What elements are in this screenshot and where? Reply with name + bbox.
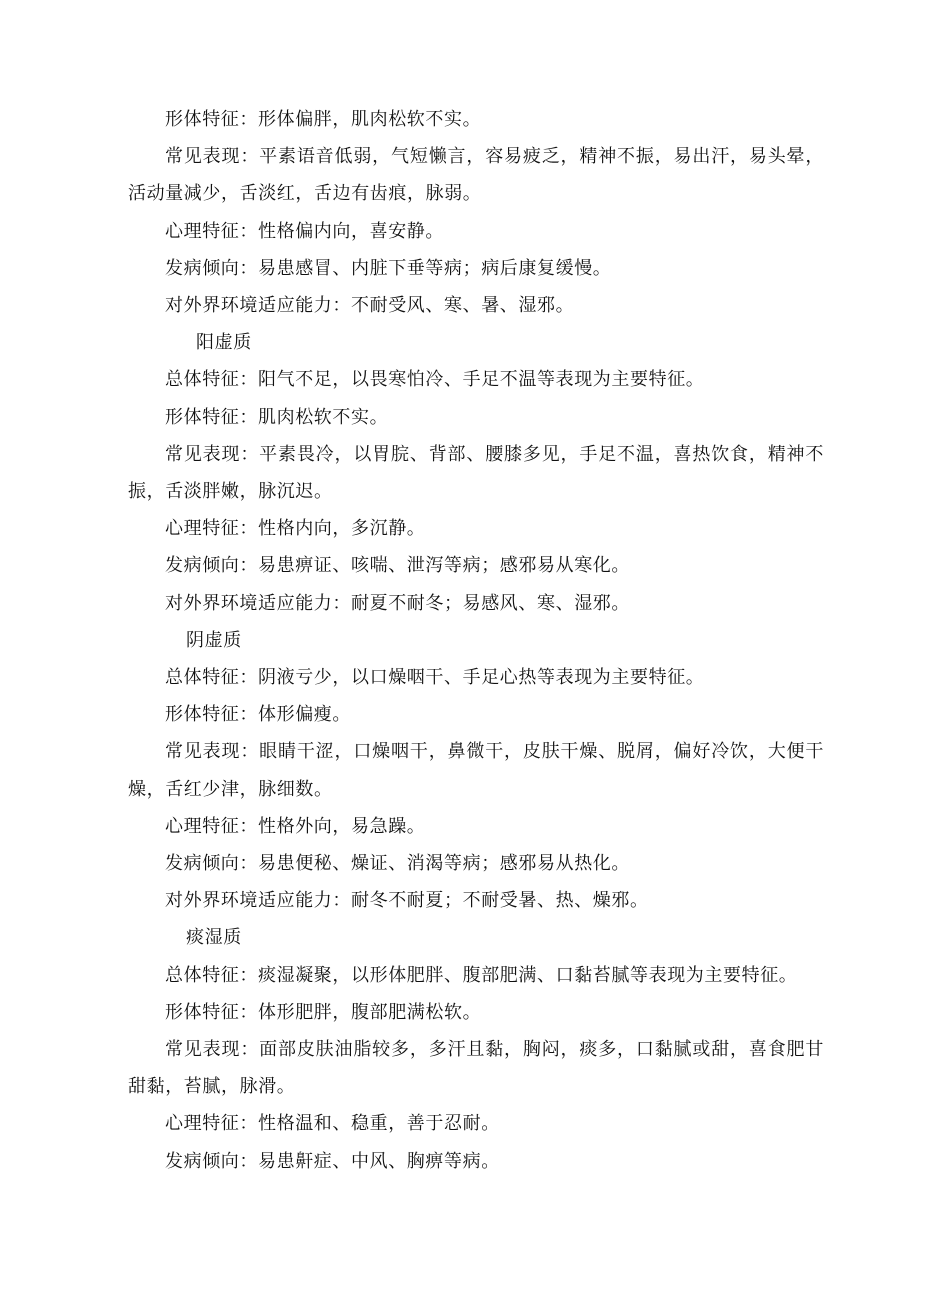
paragraph-common-symptoms: 常见表现：平素语音低弱，气短懒言，容易疲乏，精神不振，易出汗，易头晕，活动量减少，舌淡红，舌边有齿痕，脉弱。	[128, 146, 824, 205]
paragraph-common-symptoms: 常见表现：眼睛干涩，口燥咽干，鼻微干，皮肤干燥、脱屑，偏好冷饮，大便干燥，舌红少津，脉细数。	[128, 741, 824, 800]
document-body	[128, 101, 824, 1180]
paragraph-psychological-traits: 心理特征：性格偏内向，喜安静。	[165, 220, 444, 242]
section-heading-yin-deficiency: 阴虚质	[186, 629, 242, 651]
section-heading-phlegm-dampness: 痰湿质	[186, 927, 242, 949]
section-heading-yang-deficiency: 阳虚质	[196, 332, 252, 354]
paragraph-overall-traits: 总体特征：痰湿凝聚，以形体肥胖、腹部肥满、口黏苔腻等表现为主要特征。	[165, 964, 798, 986]
paragraph-body-shape: 形体特征：体形偏瘦。	[165, 704, 351, 726]
paragraph-psychological-traits: 心理特征：性格温和、稳重，善于忍耐。	[165, 1113, 500, 1135]
paragraph-common-symptoms: 常见表现：面部皮肤油脂较多，多汗且黏，胸闷，痰多，口黏腻或甜，喜食肥甘甜黏，苔腻，脉滑。	[128, 1039, 824, 1098]
paragraph-body-shape: 形体特征：形体偏胖，肌肉松软不实。	[165, 109, 482, 130]
paragraph-overall-traits: 总体特征：阳气不足，以畏寒怕冷、手足不温等表现为主要特征。	[165, 369, 705, 391]
paragraph-disease-tendency: 发病倾向：易患便秘、燥证、消渴等病；感邪易从热化。	[165, 853, 630, 875]
paragraph-disease-tendency: 发病倾向：易患痹证、咳喘、泄泻等病；感邪易从寒化。	[165, 555, 630, 577]
paragraph-disease-tendency: 发病倾向：易患感冒、内脏下垂等病；病后康复缓慢。	[165, 257, 612, 279]
paragraph-body-shape: 形体特征：体形肥胖，腹部肥满松软。	[165, 1001, 482, 1023]
paragraph-body-shape: 形体特征：肌肉松软不实。	[165, 406, 389, 428]
paragraph-disease-tendency: 发病倾向：易患鼾症、中风、胸痹等病。	[165, 1150, 500, 1172]
paragraph-environment-adaptability: 对外界环境适应能力：耐冬不耐夏；不耐受暑、热、燥邪。	[165, 890, 649, 912]
paragraph-environment-adaptability: 对外界环境适应能力：耐夏不耐冬；易感风、寒、湿邪。	[165, 592, 630, 614]
paragraph-common-symptoms: 常见表现：平素畏冷，以胃脘、背部、腰膝多见，手足不温，喜热饮食，精神不振，舌淡胖嫩，脉沉迟。	[128, 443, 824, 503]
paragraph-psychological-traits: 心理特征：性格内向，多沉静。	[165, 518, 426, 540]
paragraph-environment-adaptability: 对外界环境适应能力：不耐受风、寒、暑、湿邪。	[165, 295, 575, 317]
paragraph-psychological-traits: 心理特征：性格外向，易急躁。	[165, 815, 426, 837]
paragraph-overall-traits: 总体特征：阴液亏少，以口燥咽干、手足心热等表现为主要特征。	[165, 667, 705, 689]
